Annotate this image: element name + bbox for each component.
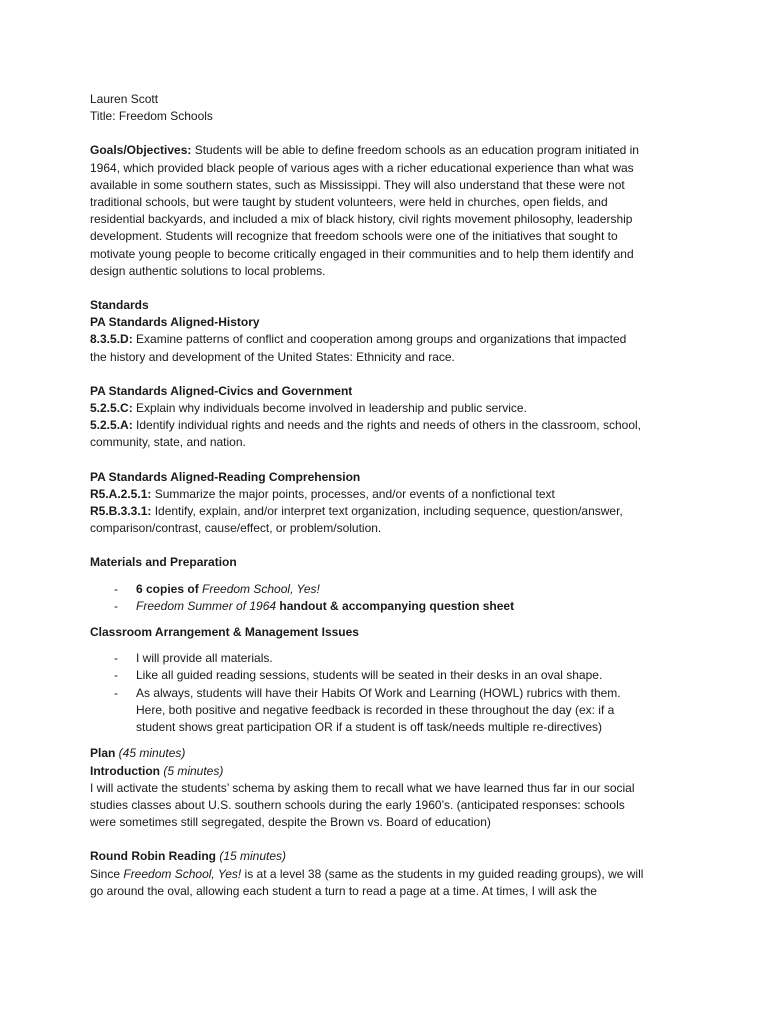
standard-code: 5.2.5.A: — [90, 418, 133, 433]
book-title: Freedom School, Yes! — [123, 866, 242, 881]
book-title: Freedom School, Yes! — [202, 581, 320, 596]
goals-text-line: Students will be able to define freedom schools as an education program initiated in — [191, 143, 639, 158]
intro-duration: (5 minutes) — [159, 763, 224, 778]
list-item-text: I will provide all materials. — [136, 651, 273, 666]
round-robin-text: Since — [90, 866, 124, 881]
list-item — [90, 598, 690, 615]
classroom-section — [90, 624, 690, 736]
standard-text: Explain why individuals become involved in leadership and public service. — [132, 401, 527, 416]
intro-text-line: were sometimes still segregated, despite the Brown vs. Board of education) — [90, 815, 491, 830]
lesson-title: Title: Freedom Schools — [90, 109, 213, 124]
standard-text: community, state, and nation. — [90, 435, 246, 450]
document-page — [90, 91, 690, 900]
round-robin-text-line: go around the oval, allowing each student a turn to read a page at a time. At times, I will ask the — [90, 883, 597, 898]
standard-code: R5.A.2.5.1: — [90, 486, 152, 501]
goals-section — [90, 142, 690, 280]
round-robin-text: is at a level 38 (same as the students in my guided reading groups), we will — [241, 866, 644, 881]
dash-bullet: - — [114, 685, 118, 700]
goals-text-line: available in some southern states, such as Mississippi. They will also understand that these were not — [90, 177, 625, 192]
materials-text: 6 copies of — [136, 581, 203, 596]
intro-label: Introduction — [90, 763, 160, 778]
standard-text: Identify, explain, and/or interpret text organization, including sequence, question/answer, — [151, 504, 623, 519]
materials-text: handout & accompanying question sheet — [276, 598, 515, 613]
plan-section — [90, 745, 690, 900]
standard-text: Identify individual rights and needs and the rights and needs of others in the classroom, school, — [132, 418, 641, 433]
goals-text-line: 1964, which provided black people of various ages with a richer educational experience than what was — [90, 160, 634, 175]
dash-bullet: - — [114, 581, 118, 596]
goals-label: Goals/Objectives: — [90, 143, 192, 158]
round-robin-duration: (15 minutes) — [215, 849, 287, 864]
intro-text-line: I will activate the students’ schema by asking them to recall what we have learned thus far in our social — [90, 780, 635, 795]
goals-text-line: motivate young people to become critically engaged in their communities and to help them identify and — [90, 246, 634, 261]
materials-list — [90, 581, 690, 615]
author-name: Lauren Scott — [90, 92, 159, 106]
materials-heading: Materials and Preparation — [90, 555, 237, 570]
standards-heading: Standards — [90, 298, 149, 313]
standard-text: Examine patterns of conflict and cooperation among groups and organizations that impacted — [132, 332, 627, 347]
standard-code: 8.3.5.D: — [90, 332, 133, 347]
plan-label: Plan — [90, 746, 116, 761]
classroom-heading: Classroom Arrangement & Management Issues — [90, 625, 359, 640]
handout-title: Freedom Summer of 1964 — [136, 598, 277, 613]
list-item — [90, 667, 690, 684]
goals-text-line: development. Students will recognize that freedom schools were one of the initiatives that sought to — [90, 229, 618, 244]
classroom-list — [90, 650, 690, 736]
dash-bullet: - — [114, 651, 118, 666]
list-item-text: Here, both positive and negative feedback is recorded in these throughout the day (ex: if a — [136, 702, 615, 717]
list-item-text: Like all guided reading sessions, students will be seated in their desks in an oval shape. — [136, 668, 603, 683]
standard-text: Summarize the major points, processes, and/or events of a nonfictional text — [151, 486, 555, 501]
history-standards-heading: PA Standards Aligned-History — [90, 315, 260, 330]
dash-bullet: - — [114, 668, 118, 683]
intro-text-line: studies classes about U.S. southern schools during the early 1960’s. (anticipated responses: schools — [90, 797, 625, 812]
dash-bullet: - — [114, 598, 118, 613]
standard-code: R5.B.3.3.1: — [90, 504, 152, 519]
list-item — [90, 685, 690, 737]
round-robin-label: Round Robin Reading — [90, 849, 216, 864]
standards-section — [90, 297, 690, 537]
goals-text-line: traditional schools, but were taught by student volunteers, were held in churches, open fields, and — [90, 195, 608, 210]
list-item — [90, 650, 690, 667]
standard-text: the history and development of the United States: Ethnicity and race. — [90, 349, 455, 364]
goals-text-line: design authentic solutions to local problems. — [90, 263, 326, 278]
list-item-text: As always, students will have their Habits Of Work and Learning (HOWL) rubrics with them. — [136, 685, 621, 700]
plan-duration: (45 minutes) — [115, 746, 186, 761]
list-item — [90, 581, 690, 598]
standard-text: comparison/contrast, cause/effect, or problem/solution. — [90, 521, 382, 536]
goals-text-line: residential backyards, and included a mix of black history, civil rights movement philosophy, leadership — [90, 212, 633, 227]
standard-code: 5.2.5.C: — [90, 401, 133, 416]
reading-standards-heading: PA Standards Aligned-Reading Comprehension — [90, 469, 361, 484]
materials-section — [90, 554, 690, 615]
list-item-text: student shows great participation OR if a student is off task/needs multiple re-directives) — [136, 720, 603, 735]
civics-standards-heading: PA Standards Aligned-Civics and Government — [90, 383, 353, 398]
